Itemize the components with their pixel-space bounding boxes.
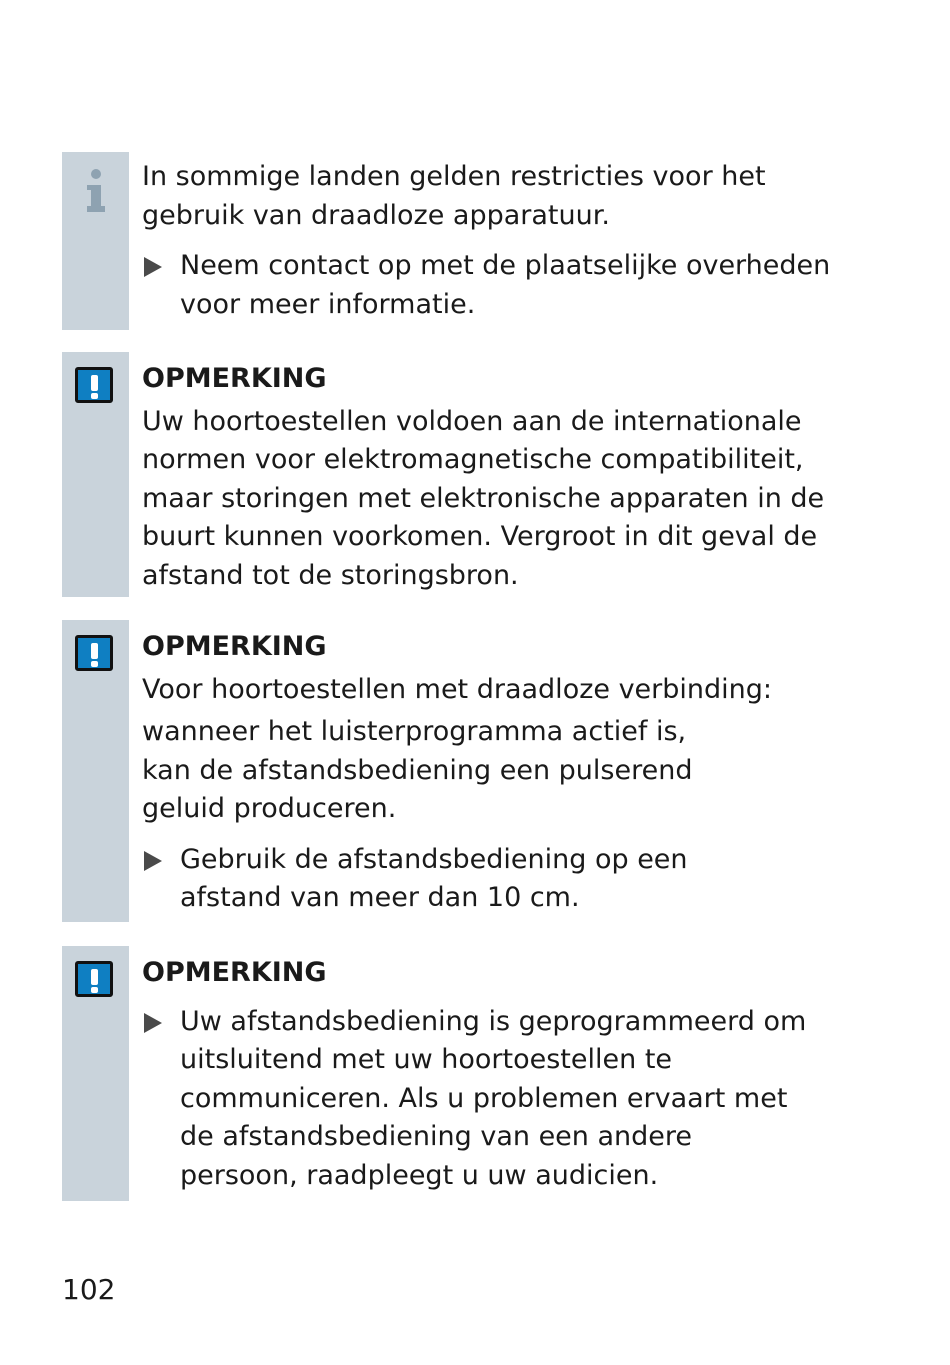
notice-heading-2: OPMERKING [142, 631, 327, 662]
notice-text-2: wanneer het luisterprogramma actief is, kan de afstandsbediening een pulserend geluid produceren. [142, 716, 693, 824]
notice-step-2 [142, 841, 782, 918]
notice-step-3 [142, 1003, 812, 1196]
notice-content-2 [142, 628, 782, 918]
notice-text-1: Uw hoortoestellen voldoen aan de internationale normen voor elektromagnetische compatibiliteit, maar storingen met elektronische apparaten in de buurt kunnen voorkomen. Vergroot in dit geval de afstand tot de storingsbron. [142, 405, 825, 591]
page-number: 102 [62, 1273, 116, 1306]
info-block [62, 152, 862, 330]
notice-step-text-3: Uw afstandsbediening is geprogrammeerd om uitsluitend met uw hoortoestellen te communiceren. Als u problemen ervaart met de afstandsbediening van een andere persoon, raadpleegt u uw audicien. [180, 1005, 807, 1191]
arrow-right-icon [144, 851, 162, 871]
notice-block-3 [62, 946, 862, 1201]
arrow-right-icon [144, 257, 162, 277]
exclamation-icon [75, 961, 113, 997]
info-step [142, 247, 832, 324]
info-content [142, 158, 832, 324]
notice-block-1 [62, 352, 862, 597]
info-text: In sommige landen gelden restricties voor het gebruik van draadloze apparatuur. [142, 161, 766, 231]
notice-step-text-2: Gebruik de afstandsbediening op een afstand van meer dan 10 cm. [180, 843, 688, 913]
exclamation-icon [75, 367, 113, 403]
notice-intro-2: Voor hoortoestellen met draadloze verbinding: [142, 673, 773, 705]
arrow-right-icon [144, 1013, 162, 1033]
notice-content-1 [142, 360, 827, 595]
notice-heading-3: OPMERKING [142, 957, 327, 988]
notice-heading-1: OPMERKING [142, 363, 327, 394]
notice-block-2 [62, 620, 862, 922]
info-step-text: Neem contact op met de plaatselijke overheden voor meer informatie. [180, 250, 831, 320]
notice-content-3 [142, 954, 812, 1195]
exclamation-icon [75, 635, 113, 671]
info-icon [84, 168, 108, 216]
